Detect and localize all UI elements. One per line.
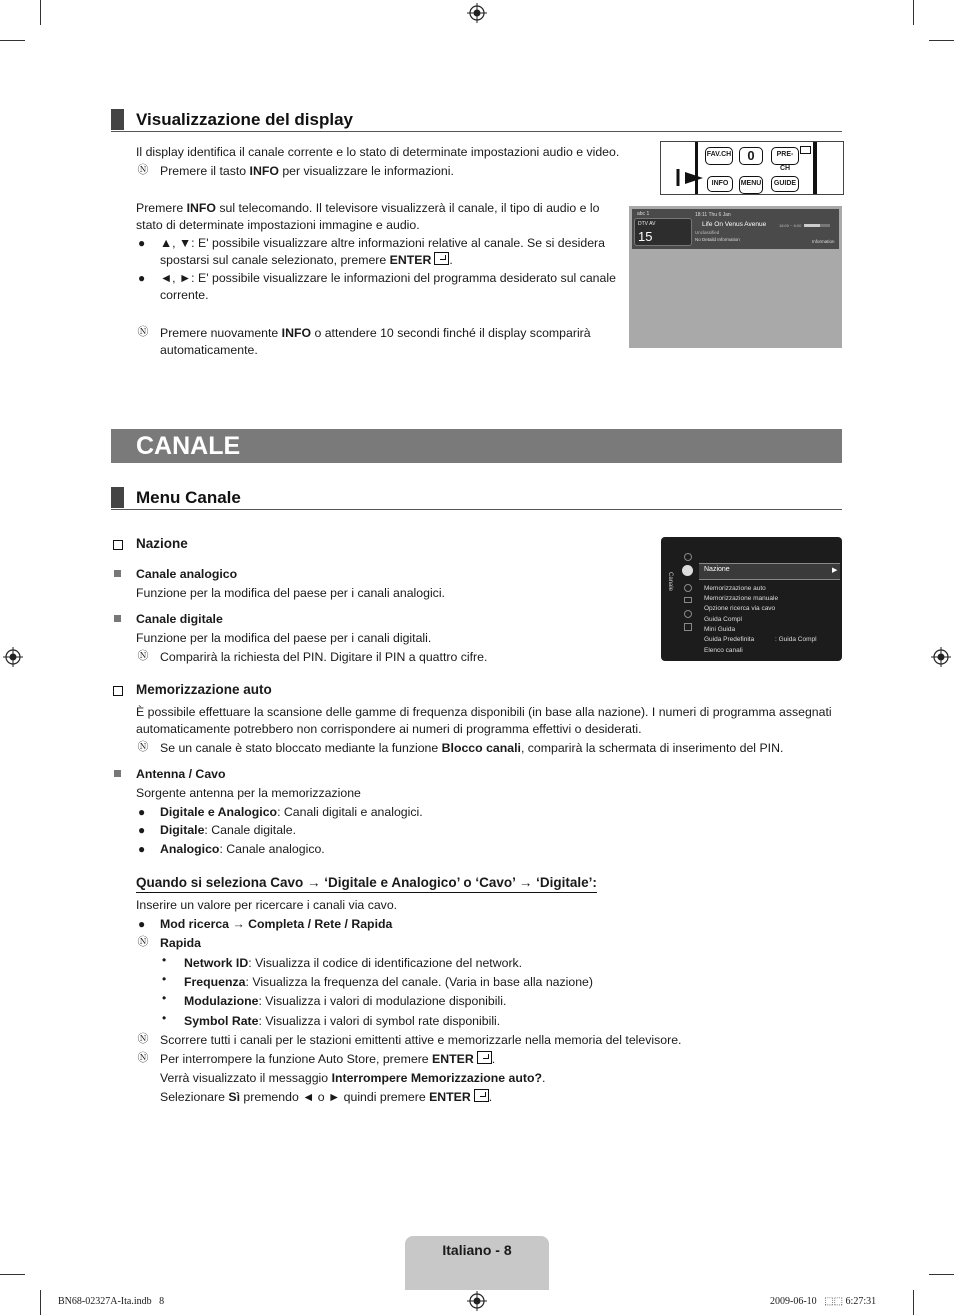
sub-item	[184, 993, 506, 1009]
cavo-desc: Inserire un valore per ricercare i canali via cavo.	[136, 898, 398, 912]
note-text: Comparirà la richiesta del PIN. Digitare il PIN a quattro cifre.	[160, 650, 488, 664]
heading-text: Menu Canale	[136, 488, 241, 507]
note-line	[160, 325, 591, 341]
note-text: Scorrere tutti i canali per le stazioni emittenti attive e memorizzarle nella memoria del televisore.	[160, 1033, 682, 1047]
osd-menu-item[interactable]: Guida Predefinita	[704, 636, 755, 643]
osd-info-screen	[629, 206, 842, 348]
crop-mark	[913, 0, 914, 25]
item-desc: Sorgente antenna per la memorizzazione	[136, 786, 361, 800]
footer-file: BN68-02327A-Ita.indb 8	[58, 1296, 165, 1307]
bullet-line: ▲, ▼: E' possibile visualizzare altre informazioni relative al canale. Se si desidera	[160, 236, 605, 250]
bold-text: Sì	[228, 1090, 240, 1104]
crop-mark	[40, 1290, 41, 1315]
osd-time-range: 18:00 ~ 6:00	[779, 223, 802, 228]
note-info-close	[160, 325, 591, 358]
note-icon: Ⓝ	[137, 1033, 149, 1045]
osd-menu-arrow-icon: ▶	[832, 567, 838, 574]
mem-desc-line: È possibile effettuare la scansione delle gamme di frequenza disponibili (in base alla nazione). I numeri di programma assegnati	[136, 705, 832, 719]
heading-marker	[111, 487, 124, 508]
crop-mark	[0, 1274, 25, 1275]
text: sul telecomando. Il televisore visualizzerà il canale, il tipo di audio e lo	[215, 201, 600, 215]
footer-date: 2009-06-10 ⬚⬚ 6:27:31	[770, 1296, 877, 1307]
item-desc: Funzione per la modifica del paese per i canali analogici.	[136, 586, 445, 600]
enter-icon	[477, 1051, 492, 1064]
bold-text: INFO	[186, 201, 216, 215]
osd-menu-item[interactable]: Elenco canali	[704, 647, 743, 654]
bold-text: Symbol Rate	[184, 1014, 259, 1028]
mod-ricerca: Mod ricerca → Completa / Rete / Rapida	[160, 917, 393, 931]
note-icon: Ⓝ	[137, 326, 149, 338]
section-heading	[111, 109, 842, 132]
item-title: Canale digitale	[136, 612, 223, 626]
registration-mark-icon	[3, 647, 23, 667]
text: : Visualizza la frequenza del canale. (Varia in base alla nazione)	[245, 975, 593, 989]
item-desc: Funzione per la modifica del paese per i canali digitali.	[136, 631, 432, 645]
note-icon: Ⓝ	[137, 164, 149, 176]
guide-button[interactable]: GUIDE	[771, 176, 799, 192]
bullet-line: corrente.	[160, 288, 209, 302]
option-item	[160, 841, 325, 857]
text: Selezionare	[160, 1090, 229, 1104]
info-paragraph	[136, 200, 616, 233]
heading-marker	[111, 109, 124, 130]
checkbox-icon	[113, 686, 123, 696]
text: , comparirà la schermata di inserimento del PIN.	[520, 741, 784, 755]
crop-mark	[929, 40, 954, 41]
subsection-title: Memorizzazione auto	[136, 682, 272, 697]
cavo-heading: Quando si seleziona Cavo → ‘Digitale e Analogico’ o ‘Cavo’ → ‘Digitale’:	[136, 875, 597, 893]
bullet-item	[160, 235, 605, 268]
crop-mark	[913, 1290, 914, 1315]
osd-program: Life On Venus Avenue	[702, 221, 767, 228]
square-bullet-icon	[114, 615, 121, 622]
remote-body-right	[813, 142, 817, 194]
bullet-dot: ●	[138, 917, 146, 931]
zero-button[interactable]: 0	[739, 147, 763, 165]
text: : Visualizza i valori di modulazione disponibili.	[258, 994, 507, 1008]
item-title: Canale analogico	[136, 567, 238, 581]
bold-text: INFO	[281, 326, 312, 340]
bold-text: Digitale e Analogico	[160, 805, 278, 819]
enter-icon	[434, 252, 449, 265]
bold-text: Analogico	[160, 842, 220, 856]
osd-info-bar	[632, 209, 839, 249]
osd-menu-item[interactable]: Mini Guida	[704, 626, 736, 633]
osd-datetime: 18:11 Thu 6 Jan	[695, 212, 731, 218]
osd-progress	[804, 224, 830, 227]
osd-menu-item[interactable]: Memorizzazione auto	[704, 585, 766, 592]
osd-source: DTV AV	[638, 221, 656, 227]
osd-menu-icon	[682, 565, 693, 576]
menu-button[interactable]: MENU	[739, 176, 763, 194]
paragraph-line	[136, 200, 616, 216]
bullet-item	[160, 270, 616, 303]
bullet-dot: •	[162, 972, 167, 986]
page-tab	[405, 1236, 549, 1290]
intro-text: Il display identifica il canale corrente e lo stato di determinate impostazioni audio e video.	[136, 145, 620, 159]
osd-channel-box	[634, 218, 692, 246]
bullet-line: spostarsi sul canale selezionato, premere ENTER .	[160, 253, 453, 267]
enter-icon	[474, 1089, 489, 1102]
registration-mark-icon	[467, 1291, 487, 1311]
note-icon: Ⓝ	[137, 650, 149, 662]
square-bullet-icon	[114, 570, 121, 577]
osd-menu-value: : Guida Compl	[775, 636, 817, 643]
note-info	[160, 163, 454, 179]
subsection-title: Nazione	[136, 536, 188, 551]
option-item	[160, 822, 296, 838]
info-button[interactable]: INFO	[707, 176, 733, 192]
text: premendo ◄ o ► quindi premere	[240, 1090, 430, 1104]
osd-menu-selected[interactable]: Nazione	[704, 566, 730, 573]
note-line: Selezionare Sì premendo ◄ o ► quindi premere ENTER .	[160, 1090, 493, 1104]
osd-menu-icon	[684, 597, 692, 603]
checkbox-icon	[113, 540, 123, 550]
option-item	[160, 804, 423, 820]
crop-mark	[40, 0, 41, 25]
osd-menu-item[interactable]: Opzione ricerca via cavo	[704, 605, 776, 612]
note-stop	[160, 1051, 545, 1105]
note-text: per visualizzare le informazioni.	[278, 164, 454, 178]
bullet-dot: ●	[138, 842, 146, 856]
osd-info-label: Information	[812, 239, 835, 244]
bullet-dot: ●	[138, 271, 146, 285]
bold-text: Modulazione	[184, 994, 259, 1008]
bullet-dot: •	[162, 1011, 167, 1025]
osd-sub: Unclassified	[695, 230, 720, 235]
osd-menu-side-label: Canale	[667, 572, 673, 592]
osd-menu-item[interactable]: Guida Compl	[704, 616, 742, 623]
note-icon: Ⓝ	[137, 936, 149, 948]
osd-menu-icon	[684, 610, 692, 618]
heading-text: Visualizzazione del display	[136, 110, 353, 129]
osd-menu-item[interactable]: Memorizzazione manuale	[704, 595, 779, 602]
text: : Canali digitali e analogici.	[277, 805, 423, 819]
chapter-title: CANALE	[136, 432, 241, 460]
text: : Visualizza il codice di identificazione del network.	[248, 956, 523, 970]
text: Verrà visualizzato il messaggio	[160, 1071, 332, 1085]
text: : Visualizza i valori di symbol rate disponibili.	[258, 1014, 501, 1028]
hand-pointer-icon	[675, 164, 705, 190]
osd-channel-number: 15	[638, 229, 653, 244]
osd-menu-icon	[684, 623, 692, 631]
osd-detail: No Detaild Information	[695, 237, 740, 242]
note-bold: INFO	[249, 164, 279, 178]
text: : Canale digitale.	[204, 823, 297, 837]
osd-menu-icon	[684, 584, 692, 592]
note-icon: Ⓝ	[137, 1052, 149, 1064]
subtitle-icon	[800, 146, 811, 154]
bold-text: Interrompere Memorizzazione auto?	[331, 1071, 543, 1085]
bold-text: Blocco canali	[441, 741, 521, 755]
text: Premere nuovamente	[160, 326, 282, 340]
square-bullet-icon	[114, 770, 121, 777]
text: : Canale analogico.	[219, 842, 325, 856]
crop-mark	[0, 40, 25, 41]
rapida-title: Rapida	[160, 936, 201, 950]
chapter-bar	[111, 429, 842, 463]
note-icon: Ⓝ	[137, 741, 149, 753]
note-text: Premere il tasto	[160, 164, 250, 178]
enter-label: ENTER	[432, 1052, 474, 1066]
item-title: Antenna / Cavo	[136, 767, 226, 781]
note-block	[160, 740, 783, 756]
bullet-dot: ●	[138, 236, 146, 250]
note-line: Per interrompere la funzione Auto Store, premere ENTER .	[160, 1052, 496, 1066]
section-heading	[111, 487, 842, 510]
page-label: Italiano - 8	[442, 1242, 512, 1258]
bold-text: Digitale	[160, 823, 205, 837]
remote-illustration	[660, 141, 844, 195]
sub-item	[184, 974, 593, 990]
registration-mark-icon	[467, 3, 487, 23]
text: spostarsi sul canale selezionato, premere	[160, 253, 390, 267]
note-line: Verrà visualizzato il messaggio Interrompere Memorizzazione auto?.	[160, 1071, 546, 1085]
sub-item	[184, 955, 522, 971]
bullet-dot: ●	[138, 805, 146, 819]
bold-text: Network ID	[184, 956, 249, 970]
remote-body-left	[695, 142, 698, 194]
paragraph-line: stato di determinate impostazioni immagine e audio.	[136, 218, 420, 232]
bullet-dot: •	[162, 953, 167, 967]
osd-channel-name: abc 1	[637, 211, 650, 217]
text: Premere	[136, 201, 187, 215]
bold-text: Frequenza	[184, 975, 246, 989]
mem-desc-line: automaticamente potrebbero non corrispondere ai numeri di programma effettivi o desiderati.	[136, 722, 642, 736]
bullet-line: ◄, ►: E' possibile visualizzare le informazioni del programma desiderato sul canale	[160, 271, 616, 285]
sub-item	[184, 1013, 500, 1029]
osd-progress-fill	[804, 224, 820, 227]
fav-ch-button[interactable]: FAV.CH	[705, 147, 733, 165]
text: Se un canale è stato bloccato mediante la funzione	[160, 741, 442, 755]
text: o attendere 10 secondi finché il display scomparirà	[311, 326, 591, 340]
registration-mark-icon	[931, 647, 951, 667]
note-line: automaticamente.	[160, 343, 258, 357]
text: Per interrompere la funzione Auto Store, premere	[160, 1052, 433, 1066]
bullet-dot: •	[162, 991, 167, 1005]
enter-label: ENTER	[429, 1090, 471, 1104]
bullet-dot: ●	[138, 823, 146, 837]
pre-ch-button[interactable]: PRE-CH	[771, 147, 799, 165]
enter-label: ENTER	[389, 253, 432, 267]
crop-mark	[929, 1274, 954, 1275]
osd-menu-icon	[684, 553, 692, 561]
